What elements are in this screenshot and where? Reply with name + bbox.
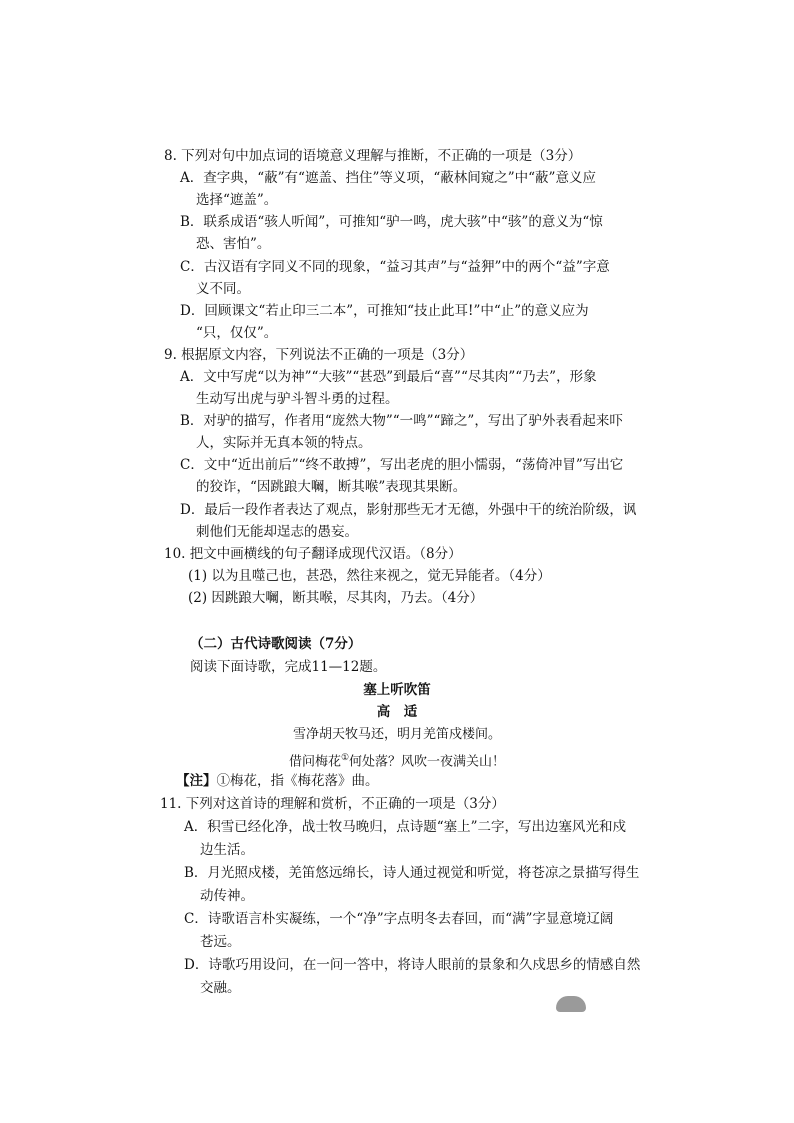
poem-title: 塞上听吹笛 — [363, 682, 431, 698]
poem-line-1: 雪净胡天牧马还，明月羌笛戍楼间。 — [292, 727, 501, 742]
q9-option-a-line2: 生动写出虎与驴斗智斗勇的过程。 — [196, 391, 399, 407]
q11-stem: 11. 下列对这首诗的理解和赏析，不正确的一项是（3分） — [160, 796, 505, 812]
footnote-marker: ① — [340, 753, 350, 763]
q8-option-a-line2: 选择“遮盖”。 — [196, 192, 278, 208]
q9-option-c-line1: C．文中“近出前后”“终不敢搏”，写出老虎的胆小懦弱，“荡倚冲冒”写出它 — [180, 457, 624, 473]
q8-option-b-line2: 恐、害怕”。 — [196, 236, 271, 252]
section-instruction: 阅读下面诗歌，完成11—12题。 — [190, 659, 387, 675]
q9-option-d-line2: 刺他们无能却逞志的愚妄。 — [196, 524, 358, 540]
poem-line-2-end: 何处落？风吹一夜满关山！ — [349, 754, 506, 770]
q9-option-b-line1: B．对驴的描写，作者用“庞然大物”“一鸣”“蹄之”，写出了驴外表看起来吓 — [180, 413, 623, 429]
q11-option-b-line1: B．月光照戍楼，羌笛悠远绵长，诗人通过视觉和听觉，将苍凉之景描写得生 — [184, 865, 640, 881]
q9-stem: 9. 根据原文内容，下列说法不正确的一项是（3分） — [164, 347, 474, 363]
q8-option-d-line2: “只，仅仅”。 — [196, 325, 278, 341]
q8-option-c-line2: 义不同。 — [196, 281, 250, 297]
poem-note — [176, 770, 379, 792]
poem-line-2-start: 借问梅花 — [288, 754, 341, 770]
q11-option-a-line2: 边生活。 — [200, 842, 254, 858]
q11-option-d-line1: D．诗歌巧用设问，在一问一答中，将诗人眼前的景象和久戍思乡的情感自然 — [184, 957, 641, 973]
q8-option-b-line1: B．联系成语“骇人听闻”，可推知“驴一鸣，虎大骇”中“骇”的意义为“惊 — [180, 214, 603, 230]
q8-option-d-line1: D．回顾课文“若止印三二本”，可推知“技止此耳!”中“止”的意义应为 — [180, 303, 589, 319]
poem-author: 高 适 — [376, 704, 418, 720]
q9-option-a-line1: A．文中写虎“以为神”“大骇”“甚恐”到最后“喜”“尽其肉”“乃去”，形象 — [180, 369, 597, 385]
q11-option-a-line1: A．积雪已经化净，战士牧马晚归，点诗题“塞上”二字，写出边塞风光和戍 — [184, 819, 627, 835]
q9-option-d-line1: D．最后一段作者表达了观点，影射那些无才无德，外强中干的统治阶级，讽 — [180, 502, 637, 518]
q10-sentence-2: (2) 因跳踉大㘎，断其喉，尽其肉，乃去。（4分） — [188, 590, 484, 606]
q10-sentence-1: (1) 以为且噬己也，甚恐，然往来视之，觉无异能者。（4分） — [188, 568, 551, 584]
q8-option-c-line1: C．古汉语有字同义不同的现象，“益习其声”与“益狎”中的两个“益”字意 — [180, 259, 610, 275]
q11-option-d-line2: 交融。 — [200, 980, 241, 996]
q8-option-a-line1: A．查字典，“蔽”有“遮盖、挡住”等义项，“蔽林间窥之”中“蔽”意义应 — [180, 170, 596, 186]
q8-stem: 8. 下列对句中加点词的语境意义理解与推断，不正确的一项是（3分） — [164, 148, 582, 164]
scan-smudge — [556, 996, 586, 1012]
q10-stem: 10. 把文中画横线的句子翻译成现代汉语。（8分） — [164, 546, 462, 562]
q11-option-c-line2: 苍远。 — [200, 934, 241, 950]
section-heading: （二）古代诗歌阅读（7分） — [190, 636, 362, 652]
q11-option-b-line2: 动传神。 — [200, 888, 254, 904]
q9-option-b-line2: 人，实际并无真本领的特点。 — [196, 435, 372, 451]
note-label: 【注】 — [176, 773, 217, 789]
q11-option-c-line1: C．诗歌语言朴实凝练，一个“净”字点明冬去春回，而“满”字显意境辽阔 — [184, 911, 614, 927]
note-text: ①梅花，指《梅花落》曲。 — [216, 773, 379, 789]
q9-option-c-line2: 的狡诈，“因跳踉大㘎，断其喉”表现其果断。 — [196, 479, 467, 495]
poem-line-2 — [0, 747, 794, 773]
